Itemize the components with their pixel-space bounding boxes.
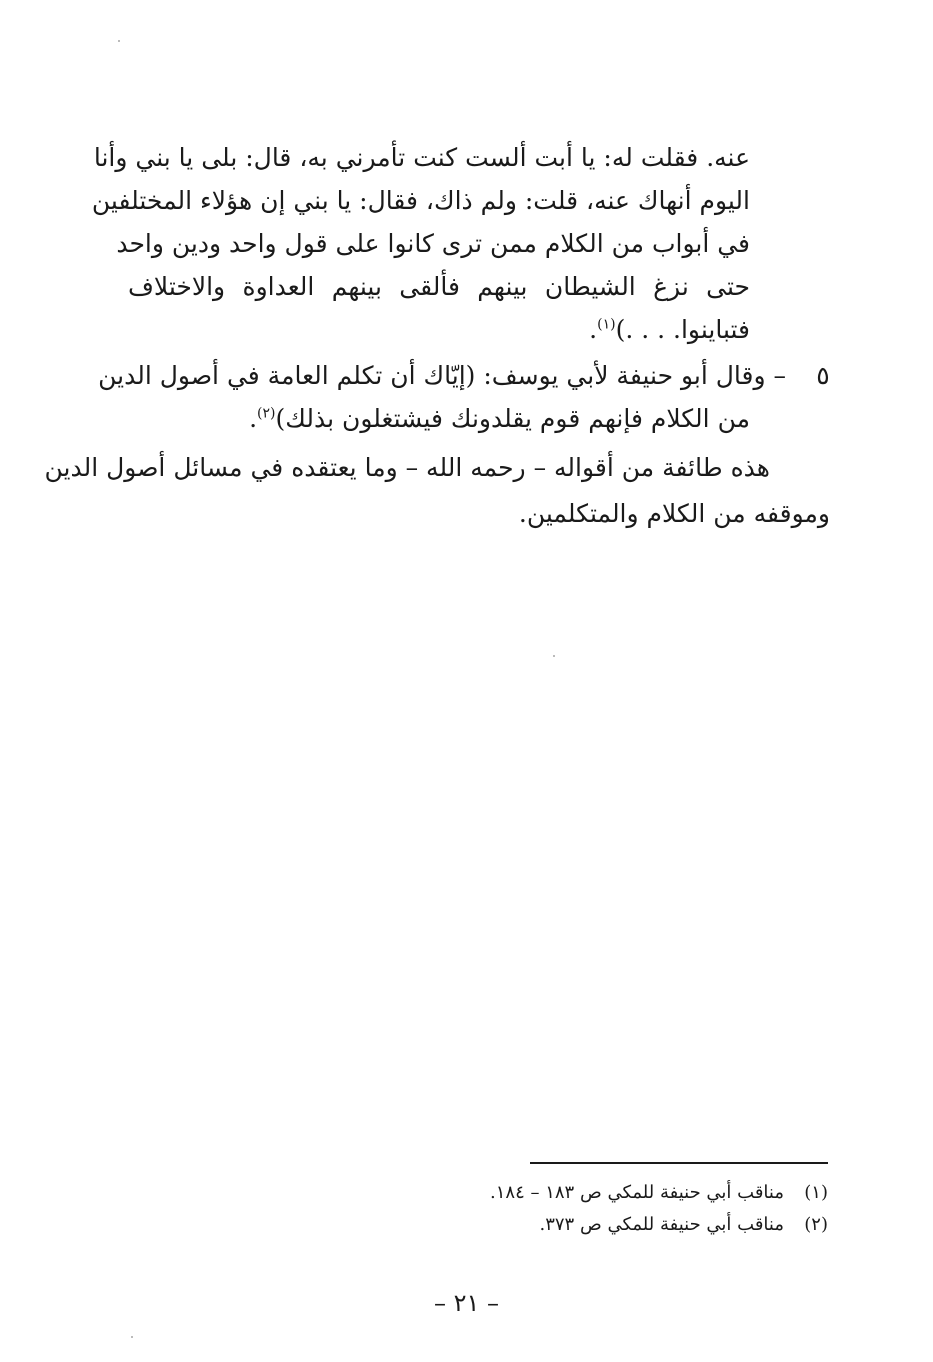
body-line-5 — [128, 310, 750, 350]
item5-line-2 — [128, 399, 750, 439]
footnote-2-number: (٢) — [804, 1214, 828, 1235]
body-line-2: اليوم أنهاك عنه، قلت: ولم ذاك، فقال: يا بني إن هؤلاء المختلفين — [91, 186, 750, 215]
scan-speck — [553, 655, 555, 657]
body-line-3: في أبواب من الكلام ممن ترى كانوا على قول واحد ودين واحد — [116, 229, 750, 258]
closing-line-2: وموقفه من الكلام والمتكلمين. — [518, 499, 830, 528]
quote-end-mark: . — [589, 315, 598, 344]
footnote-ref-2: (٢) — [257, 405, 276, 422]
scan-speck — [131, 1336, 133, 1338]
item5-line-1: – وقال أبو حنيفة لأبي يوسف: (إيّاك أن تكلم العامة في أصول الدين — [98, 361, 786, 390]
item5-text: من الكلام فإنهم قوم يقلدونك فيشتغلون بذلك) — [275, 404, 750, 433]
quote-end-text: فتباينوا. . . .) — [615, 315, 750, 344]
footnote-ref-1: (١) — [597, 316, 616, 333]
scan-speck — [118, 40, 120, 42]
item-number: ٥ — [816, 361, 830, 390]
body-line-4: حتى نزغ الشيطان بينهم فألقى بينهم العداوة والاختلاف — [128, 272, 750, 301]
closing-line-1: هذه طائفة من أقواله – رحمه الله – وما يعتقده في مسائل أصول الدين — [44, 453, 770, 482]
footnote-1-text: مناقب أبي حنيفة للمكي ص ١٨٣ – ١٨٤. — [490, 1182, 784, 1203]
footnote-2-text: مناقب أبي حنيفة للمكي ص ٣٧٣. — [539, 1214, 784, 1235]
footnote-1-number: (١) — [804, 1182, 828, 1203]
item5-end-mark: . — [249, 404, 258, 433]
page-number: – ٢١ – — [433, 1289, 500, 1317]
footnote-2 — [400, 1210, 828, 1240]
footnote-separator — [530, 1162, 828, 1164]
body-line-1: عنه. فقلت له: يا أبت ألست كنت تأمرني به، قال: بلى يا بني وأنا — [93, 143, 750, 172]
footnote-1 — [400, 1178, 828, 1208]
